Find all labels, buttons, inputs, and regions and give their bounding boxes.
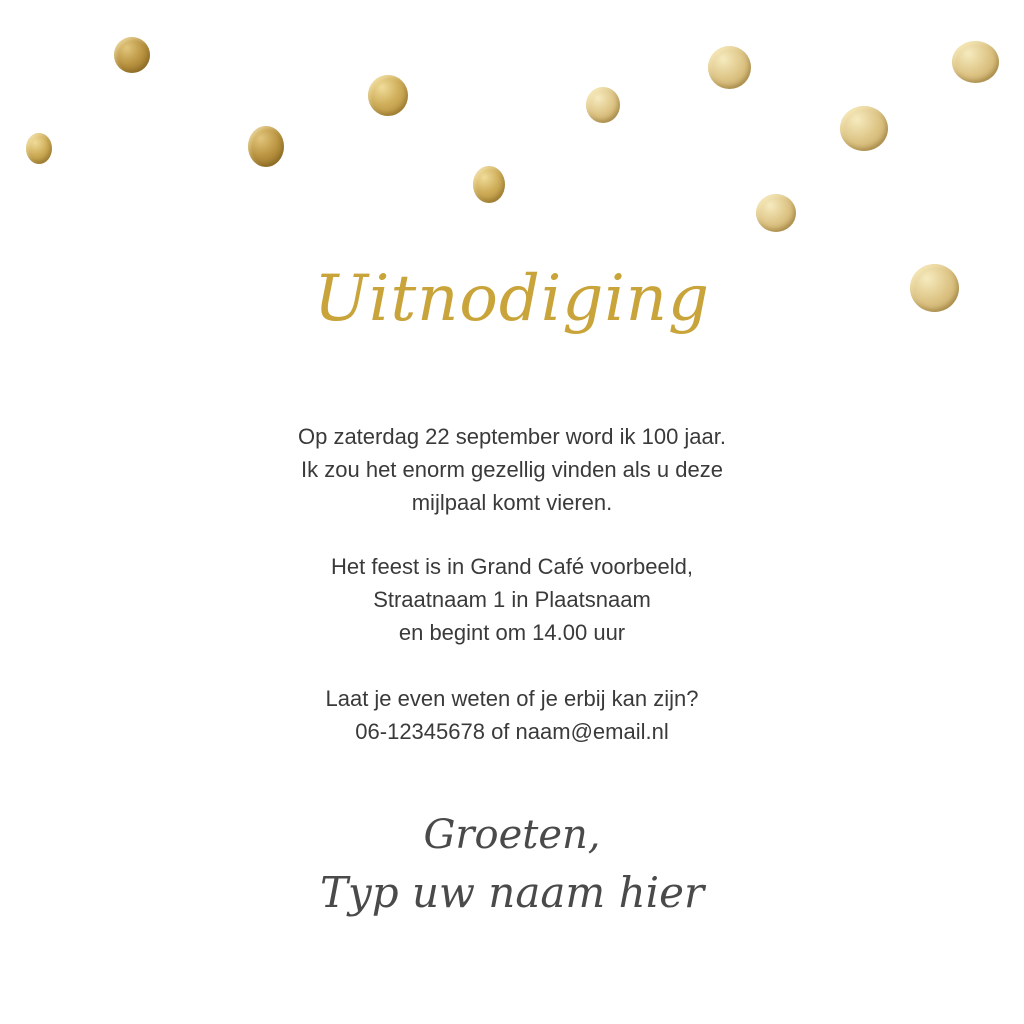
gold-dot-decoration: [586, 87, 620, 123]
text-line: mijlpaal komt vieren.: [411, 490, 613, 515]
gold-dot-decoration: [114, 37, 150, 73]
invitation-paragraph-rsvp: [212, 682, 812, 748]
text-line: 06-12345678 of naam@email.nl: [355, 719, 669, 744]
gold-dot-decoration: [248, 126, 284, 167]
invitation-paragraph-date: [212, 420, 812, 519]
text-line: Ik zou het enorm gezellig vinden als u deze: [301, 457, 723, 482]
gold-dot-decoration: [840, 106, 888, 151]
gold-dot-decoration: [756, 194, 796, 232]
gold-dot-decoration: [368, 75, 408, 116]
signature-text: Typ uw naam hier: [319, 868, 705, 917]
gold-dot-decoration: [708, 46, 751, 89]
gold-dot-decoration: [473, 166, 505, 203]
text-line: Laat je even weten of je erbij kan zijn?: [325, 686, 699, 711]
text-line: Op zaterdag 22 september word ik 100 jaar.: [297, 424, 727, 449]
text-line: Het feest is in Grand Café voorbeeld,: [331, 554, 693, 579]
greeting-text: Groeten,: [423, 812, 601, 858]
invitation-paragraph-location: [212, 550, 812, 649]
gold-dot-decoration: [952, 41, 999, 83]
text-line: Straatnaam 1 in Plaatsnaam: [373, 587, 651, 612]
invitation-title: Uitnodiging: [314, 262, 710, 336]
gold-dot-decoration: [26, 133, 52, 164]
text-line: en begint om 14.00 uur: [398, 620, 626, 645]
